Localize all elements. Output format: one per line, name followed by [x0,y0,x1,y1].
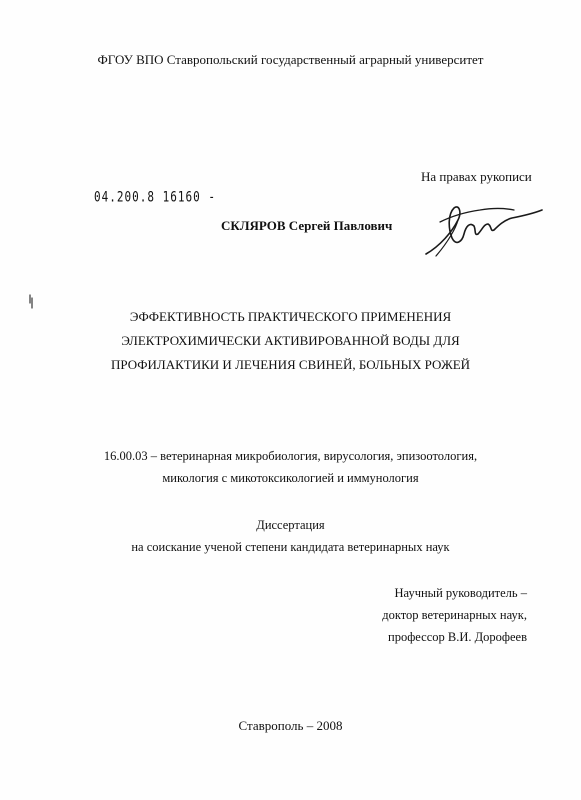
specialty-line: микология с микотоксикологией и иммунология [162,471,419,485]
handwritten-signature-icon [418,198,548,260]
supervisor-line: Научный руководитель – [394,586,527,600]
title-line: ЭФФЕКТИВНОСТЬ ПРАКТИЧЕСКОГО ПРИМЕНЕНИЯ [129,309,452,324]
supervisor-line: доктор ветеринарных наук, [382,608,527,622]
institution-name: ФГОУ ВПО Ставропольский государственный аграрный университет [97,52,484,67]
degree-line: Диссертация [256,518,325,532]
city-and-year: Ставрополь – 2008 [238,718,343,733]
manuscript-rights-note: На правах рукописи [421,169,532,184]
title-line: ПРОФИЛАКТИКИ И ЛЕЧЕНИЯ СВИНЕЙ, БОЛЬНЫХ РОЖЕЙ [110,357,471,372]
supervisor-line: профессор В.И. Дорофеев [388,630,527,644]
title-line: ЭЛЕКТРОХИМИЧЕСКИ АКТИВИРОВАННОЙ ВОДЫ ДЛЯ [121,333,460,348]
specialty-line: 16.00.03 – ветеринарная микробиология, вирусология, эпизоотология, [103,449,478,463]
degree-line: на соискание ученой степени кандидата ветеринарных наук [131,540,450,554]
dissertation-title [0,305,581,377]
degree-statement [0,514,581,558]
specialty-code [0,445,581,489]
scientific-supervisor [382,582,527,648]
author-name: СКЛЯРОВ Сергей Павлович [221,218,393,233]
archive-stamp-number: 04.200.8 16160 - [94,189,216,206]
